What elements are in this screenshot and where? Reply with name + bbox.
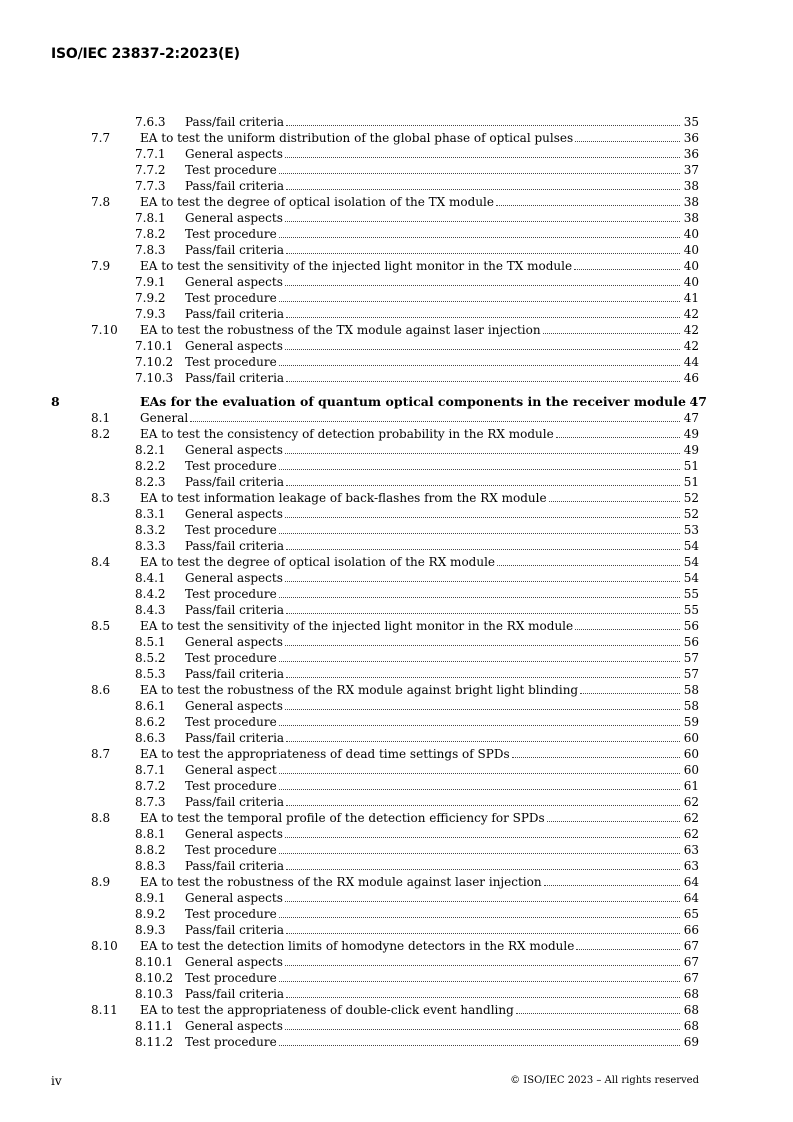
toc-entry-page[interactable]: 60 [683, 731, 699, 745]
toc-entry-number: 8.5.1 [135, 635, 166, 649]
toc-entry-number: 8.10.2 [135, 971, 174, 985]
toc-leader-dots [279, 586, 680, 598]
toc-entry-title[interactable]: General aspects [185, 339, 283, 353]
toc-entry-title[interactable]: EA to test information leakage of back-flashes from the RX module [140, 491, 547, 505]
toc-entry-number: 8.2.3 [135, 475, 166, 489]
toc-leader-dots [285, 954, 680, 966]
toc-entry-number: 8.3.2 [135, 523, 166, 537]
toc-entry-title[interactable]: EA to test the sensitivity of the injected light monitor in the RX module [140, 619, 574, 633]
toc-entry[interactable] [51, 426, 699, 442]
toc-entry-title[interactable]: General aspects [185, 275, 283, 289]
toc-entry-title[interactable]: General aspects [185, 443, 283, 457]
toc-entry-title[interactable]: General aspects [185, 955, 283, 969]
toc-entry-number: 8.4.1 [135, 571, 166, 585]
toc-entry-title[interactable]: Test procedure [185, 779, 277, 793]
toc-entry[interactable] [51, 178, 699, 194]
toc-entry-number: 8.6 [91, 683, 111, 697]
toc-entry[interactable] [51, 554, 699, 570]
toc-entry-page[interactable]: 42 [683, 339, 699, 353]
copyright-notice: © ISO/IEC 2023 – All rights reserved [510, 1075, 699, 1086]
toc-entry-number: 8.2.2 [135, 459, 166, 473]
toc-entry-page[interactable]: 42 [683, 323, 699, 337]
toc-entry-number: 8.4 [91, 555, 111, 569]
toc-entry-page[interactable]: 40 [683, 227, 699, 241]
toc-entry-number: 8.9.3 [135, 923, 166, 937]
toc-entry[interactable] [51, 1018, 699, 1034]
toc-entry-page[interactable]: 40 [683, 259, 699, 273]
toc-entry-number: 8.9 [91, 875, 111, 889]
toc-entry-number: 8.8 [91, 811, 111, 825]
toc-entry-page[interactable]: 36 [683, 131, 699, 145]
toc-leader-dots [285, 1018, 680, 1030]
toc-entry-title[interactable]: Pass/fail criteria [185, 987, 285, 1001]
toc-entry[interactable] [51, 338, 699, 354]
toc-entry[interactable] [51, 794, 699, 810]
toc-leader-dots [285, 634, 680, 646]
toc-entry-page[interactable]: 64 [683, 875, 699, 889]
toc-entry[interactable] [51, 290, 699, 306]
toc-leader-dots [286, 178, 680, 190]
toc-entry-page[interactable]: 66 [683, 923, 699, 937]
toc-entry-title[interactable]: Pass/fail criteria [185, 371, 285, 385]
toc-entry-title[interactable]: Test procedure [185, 971, 277, 985]
toc-leader-dots [547, 810, 680, 822]
toc-leader-dots [575, 130, 680, 142]
page-number: iv [51, 1074, 62, 1088]
toc-entry[interactable] [51, 698, 699, 714]
toc-entry-page[interactable]: 55 [683, 603, 699, 617]
toc-leader-dots [279, 906, 680, 918]
toc-entry-title[interactable]: EA to test the consistency of detection probability in the RX module [140, 427, 554, 441]
toc-entry[interactable] [51, 586, 699, 602]
toc-entry-title[interactable]: Pass/fail criteria [185, 539, 285, 553]
toc-entry-number: 8.10.1 [135, 955, 174, 969]
toc-entry-page[interactable]: 62 [683, 795, 699, 809]
toc-entry-title[interactable]: Pass/fail criteria [185, 667, 285, 681]
toc-entry-number: 8.3.3 [135, 539, 166, 553]
toc-leader-dots [576, 938, 680, 950]
toc-entry-number: 8.6.3 [135, 731, 166, 745]
toc-entry-number: 8.7.1 [135, 763, 166, 777]
toc-entry-page[interactable]: 61 [683, 779, 699, 793]
toc-leader-dots [285, 570, 680, 582]
toc-entry-title[interactable]: General aspects [185, 1019, 283, 1033]
toc-entry-page[interactable]: 41 [683, 291, 699, 305]
toc-entry-title[interactable]: General aspects [185, 211, 283, 225]
toc-entry-page[interactable]: 57 [683, 651, 699, 665]
toc-leader-dots [285, 338, 680, 350]
toc-entry[interactable] [51, 258, 699, 274]
toc-entry-number: 8.6.1 [135, 699, 166, 713]
toc-entry-number: 8.2 [91, 427, 111, 441]
toc-entry-page[interactable]: 56 [683, 619, 699, 633]
toc-entry-title[interactable]: EA to test the detection limits of homodyne detectors in the RX module [140, 939, 575, 953]
toc-entry-title[interactable]: Test procedure [185, 843, 277, 857]
toc-entry-page[interactable]: 54 [683, 555, 699, 569]
toc-entry-page[interactable]: 38 [683, 179, 699, 193]
toc-entry-title[interactable]: EA to test the degree of optical isolation of the RX module [140, 555, 496, 569]
toc-entry-page[interactable]: 59 [683, 715, 699, 729]
toc-entry-title[interactable]: Test procedure [185, 715, 277, 729]
toc-entry-number: 7.9 [91, 259, 111, 273]
toc-entry[interactable] [51, 762, 699, 778]
toc-entry-number: 7.7.1 [135, 147, 166, 161]
toc-entry-title[interactable]: Test procedure [185, 355, 277, 369]
toc-entry-number: 8.7 [91, 747, 111, 761]
toc-entry[interactable] [51, 242, 699, 258]
toc-entry-page[interactable]: 67 [683, 939, 699, 953]
toc-entry-number: 8.9.1 [135, 891, 166, 905]
toc-entry-page[interactable]: 47 [683, 411, 699, 425]
toc-entry-number: 8.5.3 [135, 667, 166, 681]
toc-leader-dots [285, 890, 680, 902]
toc-entry-title[interactable]: EA to test the degree of optical isolation of the TX module [140, 195, 494, 209]
toc-entry-number: 8.4.2 [135, 587, 166, 601]
toc-entry-page[interactable]: 40 [683, 275, 699, 289]
toc-entry-page[interactable]: 69 [683, 1035, 699, 1049]
toc-entry[interactable] [51, 442, 699, 458]
toc-entry-title[interactable]: Pass/fail criteria [185, 731, 285, 745]
toc-entry-page[interactable]: 68 [683, 1019, 699, 1033]
toc-leader-dots [286, 858, 680, 870]
toc-leader-dots [190, 410, 680, 422]
toc-entry-number: 8.8.3 [135, 859, 166, 873]
toc-entry[interactable] [51, 306, 699, 322]
toc-leader-dots [575, 618, 680, 630]
toc-entry-page[interactable]: 60 [683, 763, 699, 777]
toc-leader-dots [497, 554, 680, 566]
toc-entry-title[interactable]: Pass/fail criteria [185, 859, 285, 873]
toc-entry[interactable] [51, 538, 699, 554]
toc-entry-number: 7.7.3 [135, 179, 166, 193]
toc-entry-page[interactable]: 62 [683, 811, 699, 825]
toc-leader-dots [286, 242, 680, 254]
toc-entry-page[interactable]: 38 [683, 211, 699, 225]
toc-entry-number: 8.4.3 [135, 603, 166, 617]
toc-leader-dots [543, 322, 680, 334]
toc-entry-title[interactable]: Test procedure [185, 907, 277, 921]
toc-entry[interactable] [51, 370, 699, 386]
toc-entry-page[interactable]: 67 [683, 971, 699, 985]
toc-leader-dots [286, 370, 680, 382]
toc-leader-dots [496, 194, 680, 206]
toc-entry[interactable] [51, 146, 699, 162]
toc-entry-page[interactable]: 58 [683, 683, 699, 697]
toc-entry-title[interactable]: EA to test the temporal profile of the detection efficiency for SPDs [140, 811, 545, 825]
toc-entry[interactable] [51, 602, 699, 618]
toc-entry[interactable] [51, 210, 699, 226]
toc-leader-dots [285, 442, 680, 454]
toc-entry[interactable] [51, 682, 699, 698]
toc-leader-dots [512, 746, 680, 758]
toc-leader-dots [285, 274, 680, 286]
toc-entry-page[interactable]: 63 [683, 843, 699, 857]
toc-entry-title[interactable]: General aspects [185, 147, 283, 161]
toc-entry-page[interactable]: 42 [683, 307, 699, 321]
toc-leader-dots [279, 290, 680, 302]
toc-leader-dots [556, 426, 680, 438]
toc-leader-dots [279, 650, 680, 662]
document-header: ISO/IEC 23837-2:2023(E) [51, 46, 240, 62]
toc-entry[interactable] [51, 194, 699, 210]
toc-leader-dots [544, 874, 680, 886]
toc-entry-title[interactable]: Pass/fail criteria [185, 243, 285, 257]
toc-entry[interactable] [51, 730, 699, 746]
toc-entry-title[interactable]: Pass/fail criteria [185, 795, 285, 809]
toc-leader-dots [516, 1002, 680, 1014]
toc-leader-dots [279, 162, 680, 174]
toc-leader-dots [279, 778, 680, 790]
toc-entry-number: 7.8.1 [135, 211, 166, 225]
toc-entry-number: 8.7.3 [135, 795, 166, 809]
toc-entry-number: 7.6.3 [135, 115, 166, 129]
toc-entry-number: 7.10.1 [135, 339, 174, 353]
toc-entry-page[interactable]: 37 [683, 163, 699, 177]
toc-entry-number: 7.7.2 [135, 163, 166, 177]
toc-leader-dots [279, 354, 680, 366]
toc-entry-page[interactable]: 55 [683, 587, 699, 601]
toc-leader-dots [580, 682, 680, 694]
toc-entry-number: 8.5 [91, 619, 111, 633]
toc-entry-title[interactable]: EA to test the appropriateness of dead time settings of SPDs [140, 747, 510, 761]
toc-entry-number: 8.2.1 [135, 443, 166, 457]
toc-entry[interactable] [51, 458, 699, 474]
toc-section-gap [51, 386, 699, 394]
toc-entry-number: 7.9.1 [135, 275, 166, 289]
toc-leader-dots [279, 842, 680, 854]
toc-entry-page[interactable]: 67 [683, 955, 699, 969]
toc-entry-number: 8.1 [91, 411, 111, 425]
toc-entry-title[interactable]: Pass/fail criteria [185, 307, 285, 321]
toc-entry-number: 7.9.2 [135, 291, 166, 305]
toc-leader-dots [574, 258, 680, 270]
toc-entry-number: 7.10 [91, 323, 118, 337]
toc-entry-number: 8.7.2 [135, 779, 166, 793]
toc-entry-page[interactable]: 47 [689, 394, 707, 409]
toc-entry-page[interactable]: 38 [683, 195, 699, 209]
toc-leader-dots [279, 714, 680, 726]
toc-entry-page[interactable]: 58 [683, 699, 699, 713]
toc-leader-dots [286, 306, 680, 318]
toc-entry-title[interactable]: EAs for the evaluation of quantum optical components in the receiver module [140, 394, 686, 409]
toc-entry[interactable] [51, 130, 699, 146]
toc-entry-number: 8.10.3 [135, 987, 174, 1001]
toc-entry[interactable] [51, 474, 699, 490]
toc-entry[interactable] [51, 226, 699, 242]
toc-entry-number: 8.11.1 [135, 1019, 174, 1033]
toc-entry-page[interactable]: 54 [683, 571, 699, 585]
toc-entry[interactable] [51, 322, 699, 338]
toc-entry-number: 8.9.2 [135, 907, 166, 921]
toc-entry-title[interactable]: Pass/fail criteria [185, 603, 285, 617]
toc-leader-dots [285, 506, 680, 518]
toc-entry-page[interactable]: 52 [683, 491, 699, 505]
toc-entry[interactable] [51, 394, 707, 410]
toc-entry-number: 7.8 [91, 195, 111, 209]
toc-entry[interactable] [51, 354, 699, 370]
toc-leader-dots [279, 522, 680, 534]
toc-entry-title[interactable]: EA to test the appropriateness of double-click event handling [140, 1003, 514, 1017]
toc-entry-title[interactable]: EA to test the robustness of the TX module against laser injection [140, 323, 541, 337]
toc-entry-number: 8.11 [91, 1003, 118, 1017]
toc-entry-number: 7.7 [91, 131, 111, 145]
toc-entry-title[interactable]: Test procedure [185, 587, 277, 601]
toc-entry-title[interactable]: Test procedure [185, 227, 277, 241]
toc-entry[interactable] [51, 634, 699, 650]
toc-entry-number: 7.9.3 [135, 307, 166, 321]
toc-entry-title[interactable]: EA to test the uniform distribution of the global phase of optical pulses [140, 131, 574, 145]
toc-entry-page[interactable]: 51 [683, 459, 699, 473]
toc-entry-title[interactable]: Pass/fail criteria [185, 475, 285, 489]
toc-entry-title[interactable]: Test procedure [185, 163, 277, 177]
toc-entry-number: 8 [51, 394, 60, 409]
toc-entry-page[interactable]: 54 [683, 539, 699, 553]
toc-entry-title[interactable]: Test procedure [185, 291, 277, 305]
toc-leader-dots [279, 226, 680, 238]
toc-entry[interactable] [51, 162, 699, 178]
toc-entry-page[interactable]: 56 [683, 635, 699, 649]
toc-entry-title[interactable]: Test procedure [185, 523, 277, 537]
toc-entry[interactable] [51, 410, 699, 426]
toc-entry-number: 8.8.1 [135, 827, 166, 841]
toc-entry[interactable] [51, 506, 699, 522]
toc-entry-number: 7.8.3 [135, 243, 166, 257]
toc-entry[interactable] [51, 490, 699, 506]
toc-leader-dots [285, 146, 680, 158]
toc-entry-title[interactable]: General aspects [185, 571, 283, 585]
toc-entry-title[interactable]: Test procedure [185, 1035, 277, 1049]
toc-entry[interactable] [51, 922, 699, 938]
toc-entry-number: 7.8.2 [135, 227, 166, 241]
toc-entry[interactable] [51, 938, 699, 954]
toc-entry-number: 7.10.3 [135, 371, 174, 385]
toc-entry-page[interactable]: 53 [683, 523, 699, 537]
toc-entry-page[interactable]: 51 [683, 475, 699, 489]
toc-leader-dots [286, 538, 680, 550]
toc-entry[interactable] [51, 810, 699, 826]
toc-entry-page[interactable]: 62 [683, 827, 699, 841]
toc-entry[interactable] [51, 970, 699, 986]
toc-entry-number: 8.5.2 [135, 651, 166, 665]
toc-entry-number: 8.3.1 [135, 507, 166, 521]
toc-entry-page[interactable]: 49 [683, 427, 699, 441]
toc-entry[interactable] [51, 858, 699, 874]
toc-entry-number: 7.10.2 [135, 355, 174, 369]
toc-entry-title[interactable]: EA to test the robustness of the RX module against laser injection [140, 875, 542, 889]
toc-entry[interactable] [51, 1034, 699, 1050]
toc-entry[interactable] [51, 114, 699, 130]
table-of-contents [51, 114, 707, 1050]
toc-entry-page[interactable]: 68 [683, 1003, 699, 1017]
toc-entry-title[interactable]: Test procedure [185, 651, 277, 665]
toc-entry-title[interactable]: General aspects [185, 635, 283, 649]
toc-leader-dots [286, 794, 680, 806]
toc-entry[interactable] [51, 650, 699, 666]
toc-entry-page[interactable]: 63 [683, 859, 699, 873]
toc-entry-number: 8.11.2 [135, 1035, 174, 1049]
toc-entry[interactable] [51, 986, 699, 1002]
toc-entry-page[interactable]: 65 [683, 907, 699, 921]
toc-entry-number: 8.3 [91, 491, 111, 505]
toc-entry-title[interactable]: General aspects [185, 891, 283, 905]
toc-entry-page[interactable]: 46 [683, 371, 699, 385]
toc-entry[interactable] [51, 874, 699, 890]
toc-entry-title[interactable]: Pass/fail criteria [185, 179, 285, 193]
toc-entry-page[interactable]: 52 [683, 507, 699, 521]
toc-entry-title[interactable]: EA to test the robustness of the RX module against bright light blinding [140, 683, 579, 697]
toc-entry[interactable] [51, 890, 699, 906]
toc-entry[interactable] [51, 906, 699, 922]
toc-entry[interactable] [51, 746, 699, 762]
toc-entry[interactable] [51, 826, 699, 842]
toc-entry-page[interactable]: 40 [683, 243, 699, 257]
toc-entry[interactable] [51, 522, 699, 538]
toc-entry-title[interactable]: Test procedure [185, 459, 277, 473]
toc-entry-title[interactable]: General aspects [185, 507, 283, 521]
toc-entry-title[interactable]: Pass/fail criteria [185, 115, 285, 129]
toc-leader-dots [286, 730, 680, 742]
toc-entry-page[interactable]: 44 [683, 355, 699, 369]
toc-entry-page[interactable]: 35 [683, 115, 699, 129]
toc-entry-title[interactable]: EA to test the sensitivity of the injected light monitor in the TX module [140, 259, 573, 273]
toc-entry-number: 8.10 [91, 939, 118, 953]
toc-entry-title[interactable]: General [140, 411, 189, 425]
toc-entry-page[interactable]: 49 [683, 443, 699, 457]
toc-entry[interactable] [51, 666, 699, 682]
toc-entry-title[interactable]: Pass/fail criteria [185, 923, 285, 937]
toc-entry-title[interactable]: General aspect [185, 763, 277, 777]
toc-leader-dots [279, 1034, 680, 1046]
toc-entry-page[interactable]: 64 [683, 891, 699, 905]
toc-entry-page[interactable]: 36 [683, 147, 699, 161]
toc-leader-dots [279, 970, 680, 982]
toc-leader-dots [285, 698, 680, 710]
toc-leader-dots [286, 666, 680, 678]
toc-entry-title[interactable]: General aspects [185, 699, 283, 713]
toc-entry[interactable] [51, 842, 699, 858]
toc-entry-page[interactable]: 60 [683, 747, 699, 761]
toc-leader-dots [286, 986, 680, 998]
toc-leader-dots [286, 922, 680, 934]
toc-leader-dots [549, 490, 680, 502]
toc-entry[interactable] [51, 778, 699, 794]
toc-leader-dots [286, 114, 680, 126]
toc-entry-title[interactable]: General aspects [185, 827, 283, 841]
toc-entry-number: 8.6.2 [135, 715, 166, 729]
toc-entry-page[interactable]: 68 [683, 987, 699, 1001]
toc-entry-page[interactable]: 57 [683, 667, 699, 681]
toc-leader-dots [285, 826, 680, 838]
toc-entry[interactable] [51, 274, 699, 290]
toc-leader-dots [285, 210, 680, 222]
toc-entry-number: 8.8.2 [135, 843, 166, 857]
toc-leader-dots [279, 762, 680, 774]
toc-leader-dots [286, 474, 680, 486]
toc-entry[interactable] [51, 714, 699, 730]
toc-entry[interactable] [51, 618, 699, 634]
toc-leader-dots [279, 458, 680, 470]
toc-entry[interactable] [51, 1002, 699, 1018]
toc-leader-dots [286, 602, 680, 614]
toc-entry[interactable] [51, 570, 699, 586]
toc-entry[interactable] [51, 954, 699, 970]
